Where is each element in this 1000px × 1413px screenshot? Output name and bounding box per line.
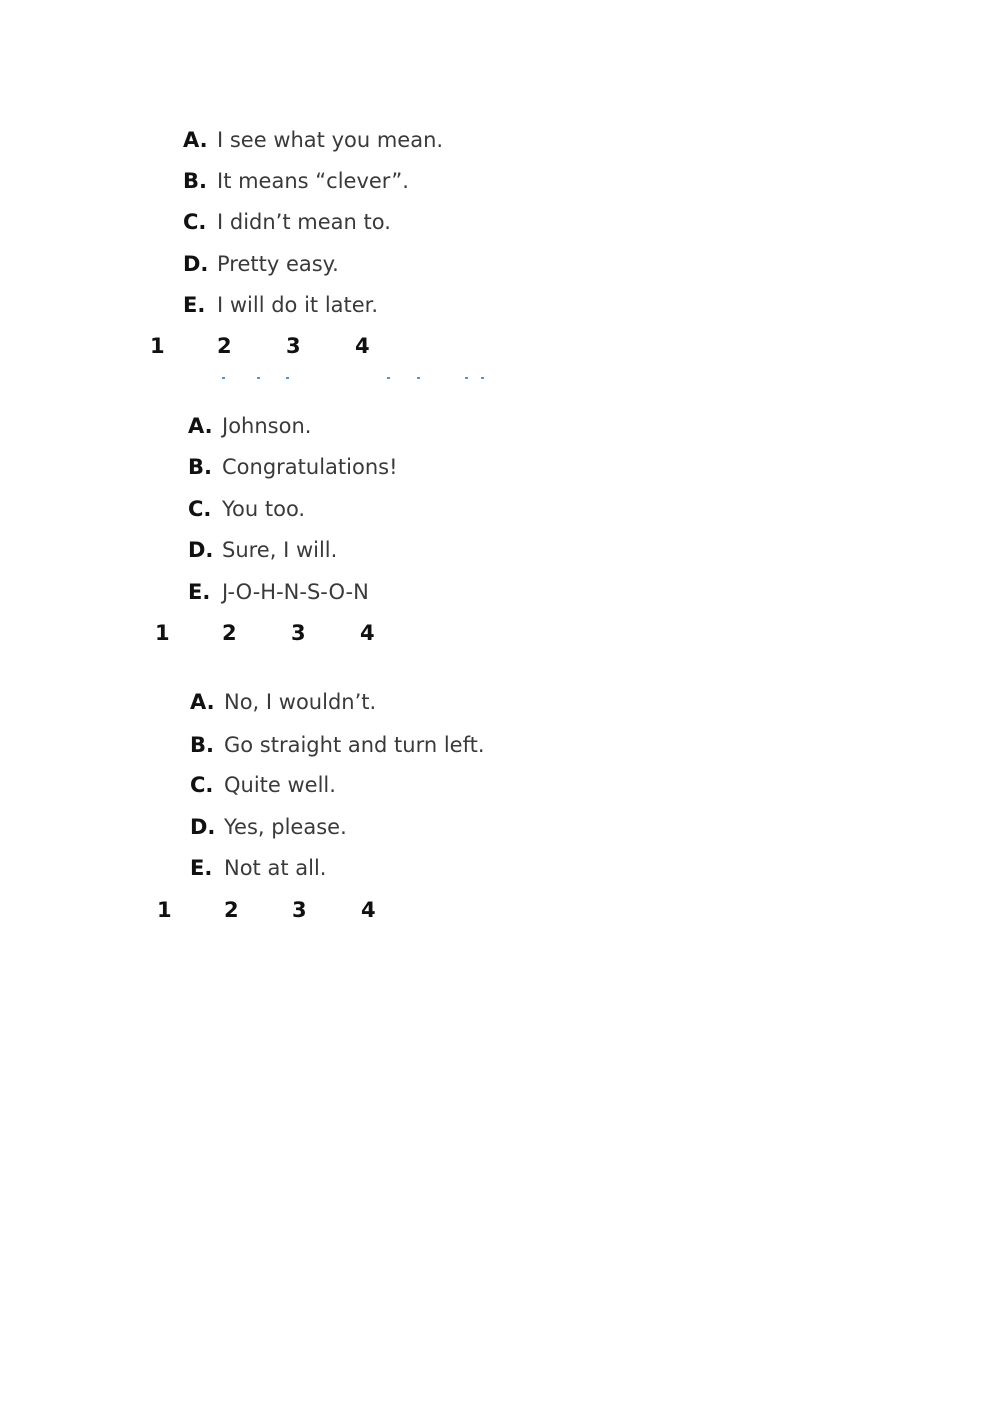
dot-mark [222,377,225,379]
option-letter: D. [188,538,214,562]
option-letter: D. [190,815,216,839]
answer-number: 3 [292,898,307,922]
option-text: Quite well. [224,773,336,797]
option-e [183,291,378,319]
option-a [190,688,376,716]
dot-mark [387,377,390,379]
answer-number: 1 [157,898,172,922]
answer-numbers [0,619,1000,647]
option-letter: E. [183,293,206,317]
option-text: I didn’t mean to. [217,210,391,234]
option-letter: A. [188,414,213,438]
option-b [183,167,409,195]
option-d [183,250,339,278]
option-a [183,126,443,154]
option-text: It means “clever”. [217,169,409,193]
option-d [190,813,347,841]
answer-numbers [0,332,1000,360]
answer-number: 4 [361,898,376,922]
answer-number: 2 [222,621,237,645]
option-a [188,412,311,440]
answer-number: 1 [155,621,170,645]
option-letter: E. [188,580,211,604]
option-letter: A. [190,690,215,714]
dot-mark [417,377,420,379]
option-text: I see what you mean. [217,128,444,152]
dot-mark [465,377,468,379]
answer-numbers [0,896,1000,924]
option-text: No, I wouldn’t. [224,690,377,714]
option-c [188,495,305,523]
option-text: You too. [222,497,306,521]
answer-number: 4 [360,621,375,645]
option-letter: C. [190,773,214,797]
option-letter: C. [183,210,207,234]
option-letter: B. [188,455,212,479]
answer-number: 3 [286,334,301,358]
answer-number: 3 [291,621,306,645]
answer-number: 2 [217,334,232,358]
option-text: Not at all. [224,856,327,880]
option-letter: C. [188,497,212,521]
option-letter: A. [183,128,208,152]
option-e [188,578,369,606]
option-letter: D. [183,252,209,276]
answer-number: 4 [355,334,370,358]
option-text: I will do it later. [217,293,379,317]
option-text: Pretty easy. [217,252,339,276]
option-letter: B. [190,733,214,757]
option-b [190,731,485,759]
option-c [183,208,391,236]
dot-marks [0,377,1000,383]
option-text: Congratulations! [222,455,398,479]
option-text: J-O-H-N-S-O-N [222,580,369,604]
dot-mark [481,377,484,379]
option-d [188,536,337,564]
option-text: Go straight and turn left. [224,733,485,757]
option-letter: E. [190,856,213,880]
option-e [190,854,326,882]
dot-mark [257,377,260,379]
option-text: Sure, I will. [222,538,338,562]
option-c [190,771,336,799]
option-b [188,453,398,481]
option-letter: B. [183,169,207,193]
option-text: Johnson. [222,414,312,438]
answer-number: 1 [150,334,165,358]
option-text: Yes, please. [224,815,347,839]
dot-mark [286,377,289,379]
answer-number: 2 [224,898,239,922]
